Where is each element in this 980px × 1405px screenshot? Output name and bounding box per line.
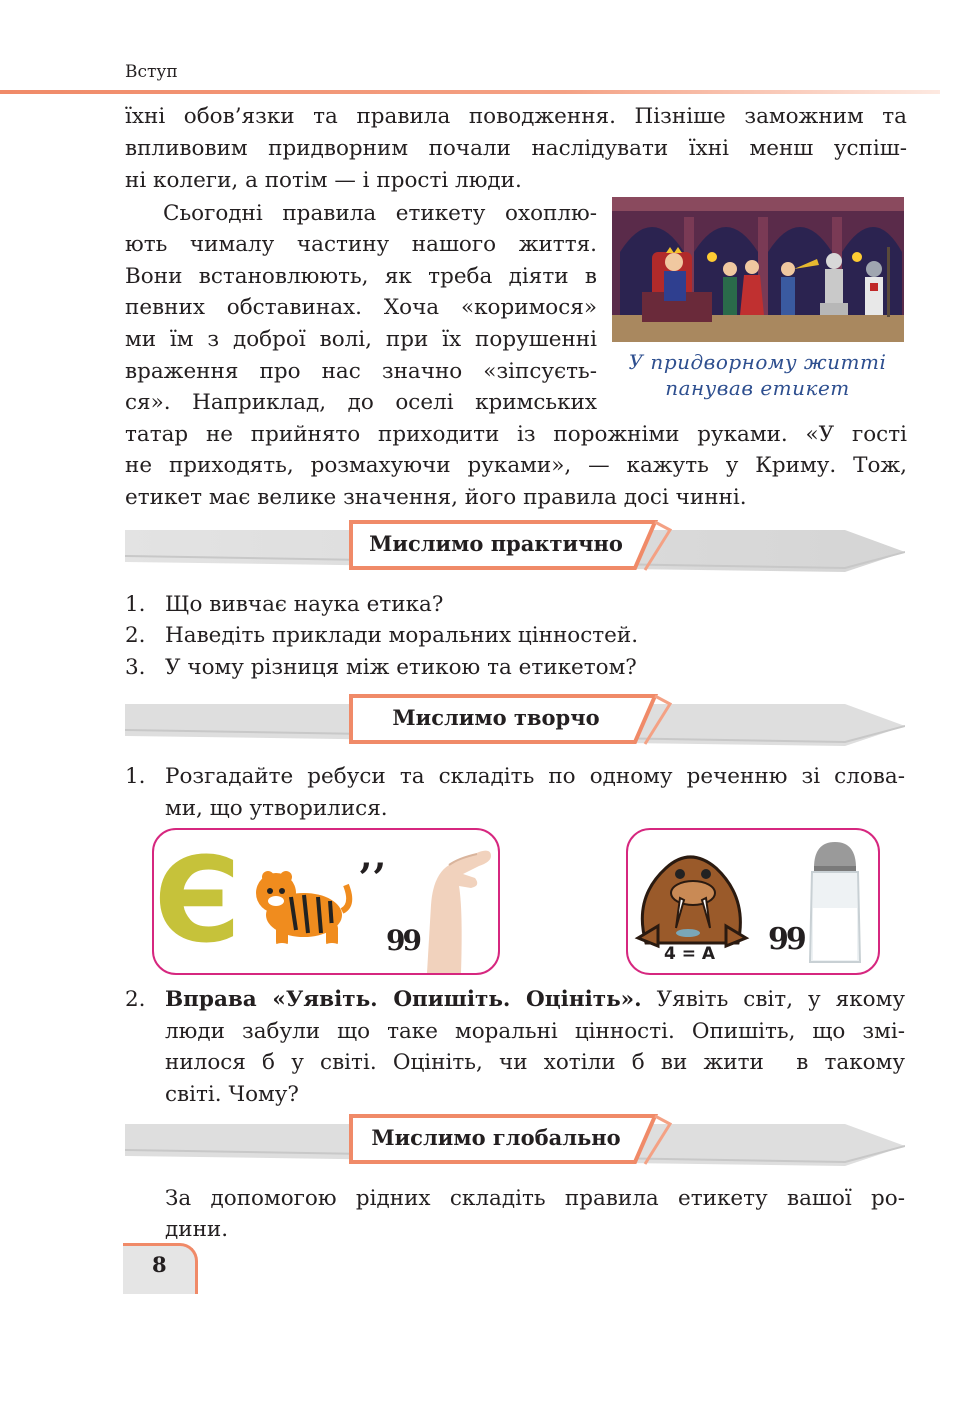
list-item: Що вивчає наука етика? — [165, 592, 444, 617]
body-text-line: ся». Наприклад, до оселі кримських — [125, 390, 597, 415]
exercise-text: Уявіть світ, у якому — [641, 987, 905, 1012]
list-item: Розгадайте ребуси та складіть по одному реченню зі слова- — [165, 764, 905, 789]
list-number: 1. — [125, 764, 146, 789]
close-quote-mark: 99 — [386, 924, 419, 957]
body-text-line: ють чималу частину нашого життя. — [125, 232, 597, 257]
list-item: люди забули що таке моральні цінності. Опишіть, що змі- — [165, 1019, 905, 1044]
rebus-letter: Є — [154, 831, 241, 969]
open-quote-mark: ‚‚ — [359, 832, 387, 879]
list-item: Наведіть приклади моральних цінностей. — [165, 623, 639, 648]
section-title: Мислимо глобально — [371, 1125, 621, 1150]
body-text-line: За допомогою рідних складіть правила етикету вашої ро- — [165, 1186, 905, 1211]
body-text-line: дини. — [165, 1217, 229, 1242]
section-header: Вступ — [125, 62, 178, 82]
section-banner-practical — [125, 520, 905, 572]
list-number: 1. — [125, 592, 146, 617]
court-illustration — [612, 197, 904, 342]
page-number: 8 — [152, 1252, 167, 1277]
section-banner-global — [125, 1114, 905, 1166]
list-item — [165, 984, 905, 1015]
list-number: 2. — [125, 987, 146, 1012]
list-number: 3. — [125, 655, 146, 680]
figure-caption: панував етикет — [665, 376, 850, 400]
rebus-rule: 4 = А — [664, 944, 716, 964]
body-text-line: певних обставинах. Хоча «коримося» — [125, 295, 597, 320]
tiger-icon — [246, 855, 356, 960]
salt-shaker-icon — [804, 838, 866, 966]
body-text-line: впливовим придворним почали наслідувати їхні менш успіш- — [125, 136, 907, 161]
section-title: Мислимо творчо — [392, 705, 600, 730]
body-text-line: не приходять, розмахуючи руками», — кажуть у Криму. Тож, — [125, 453, 907, 478]
body-text-line: Сьогодні правила етикету охоплю- — [163, 201, 597, 226]
list-item: нилося б у світі. Оцініть, чи хотіли б ви жити в такому — [165, 1050, 905, 1075]
body-text-line: етикет має велике значення, його правила досі чинні. — [125, 485, 747, 510]
list-item: ми, що утворилися. — [165, 796, 388, 821]
list-item: У чому різниця між етикою та етикетом? — [165, 655, 637, 680]
close-quote-mark: 99 — [768, 922, 804, 957]
figure-caption: У придворному житті — [628, 350, 887, 374]
walrus-icon — [628, 838, 753, 953]
section-banner-creative — [125, 694, 905, 746]
body-text-line: Вони встановлюють, як треба діяти в — [125, 264, 597, 289]
hand-icon — [419, 830, 499, 973]
body-text-line: ми їм з доброї волі, при їх порушенні — [125, 327, 597, 352]
body-text-line: татар не прийнято приходити із порожніми руками. «У гості — [125, 422, 907, 447]
list-item: світі. Чому? — [165, 1082, 299, 1107]
rebus-card — [152, 828, 500, 975]
body-text-line: враження про нас значно «зіпсуєть- — [125, 359, 597, 384]
body-text-line: ні колеги, а потім — і прості люди. — [125, 168, 522, 193]
rebus-card — [626, 828, 880, 975]
section-title: Мислимо практично — [369, 531, 623, 556]
body-text-line: їхні обов’язки та правила поводження. Пізніше заможним та — [125, 104, 907, 129]
exercise-title: Вправа «Уявіть. Опишіть. Оцініть». — [165, 987, 642, 1012]
list-number: 2. — [125, 623, 146, 648]
header-divider — [0, 90, 940, 94]
